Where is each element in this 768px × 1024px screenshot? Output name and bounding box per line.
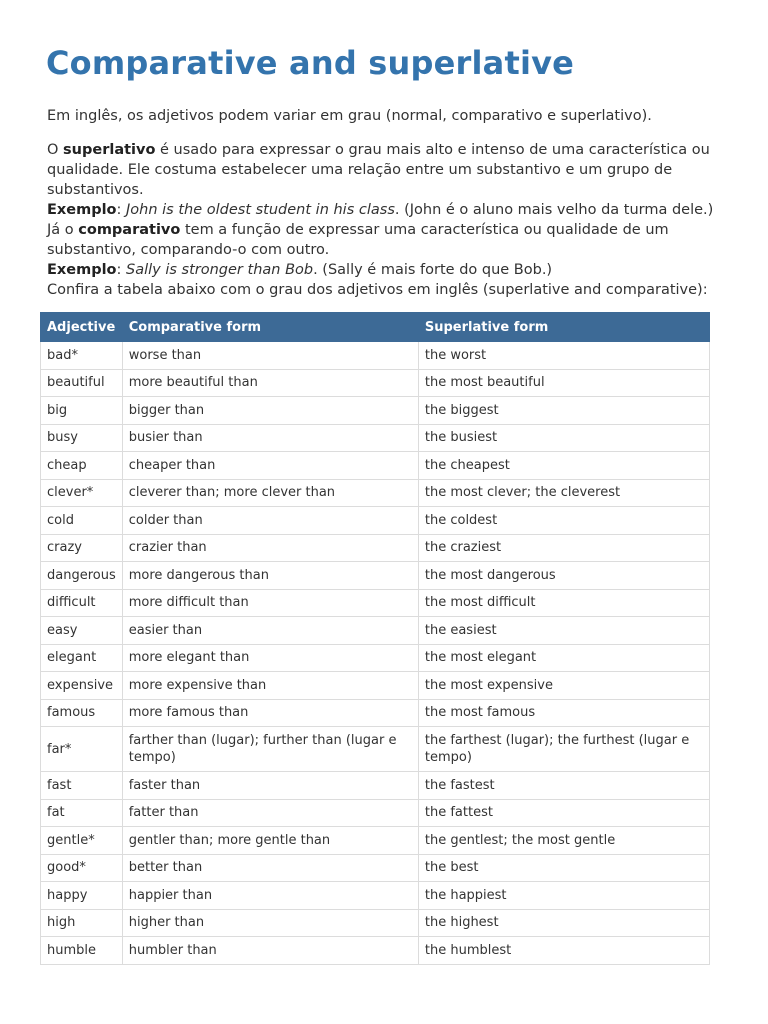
cell-superlative: the most difficult (418, 589, 709, 617)
table-row (41, 452, 710, 480)
cell-superlative: the busiest (418, 424, 709, 452)
table-row (41, 727, 710, 772)
cell-comparative: more difficult than (122, 589, 418, 617)
text-span: Já o (47, 222, 79, 238)
cell-adjective: famous (41, 699, 123, 727)
term-comparativo: comparativo (78, 222, 181, 238)
table-row (41, 342, 710, 370)
text-span: é usado para expressar o grau mais alto e intenso de uma característica ou qualidade. Ele costuma estabelecer uma relação entre um substantivo e um grupo de substantivos. (47, 142, 710, 198)
table-row (41, 854, 710, 882)
cell-superlative: the biggest (418, 397, 709, 425)
cell-adjective: humble (41, 937, 123, 965)
example-2 (47, 260, 717, 280)
example-translation: . (Sally é mais forte do que Bob.) (313, 262, 553, 278)
table-row (41, 424, 710, 452)
header-superlative: Superlative form (418, 313, 709, 342)
cell-comparative: happier than (122, 882, 418, 910)
cell-comparative: worse than (122, 342, 418, 370)
cell-superlative: the fattest (418, 799, 709, 827)
text-span: : (116, 262, 127, 278)
cell-superlative: the fastest (418, 772, 709, 800)
cell-superlative: the highest (418, 909, 709, 937)
table-row (41, 882, 710, 910)
cell-comparative: more famous than (122, 699, 418, 727)
cell-comparative: easier than (122, 617, 418, 645)
cell-superlative: the most beautiful (418, 369, 709, 397)
cell-comparative: farther than (lugar); further than (lugar e tempo) (122, 727, 418, 772)
page-title: Comparative and superlative (46, 44, 575, 82)
cell-comparative: more expensive than (122, 672, 418, 700)
cell-adjective: expensive (41, 672, 123, 700)
cell-comparative: better than (122, 854, 418, 882)
cell-superlative: the gentlest; the most gentle (418, 827, 709, 855)
cell-superlative: the most dangerous (418, 562, 709, 590)
text-span: tem a função de expressar uma característica ou qualidade de um substantivo, comparando-o com outro. (47, 222, 669, 258)
cell-comparative: busier than (122, 424, 418, 452)
cell-adjective: bad* (41, 342, 123, 370)
example-translation: . (John é o aluno mais velho da turma dele.) (394, 202, 714, 218)
cell-superlative: the easiest (418, 617, 709, 645)
cell-adjective: far* (41, 727, 123, 772)
cell-adjective: cold (41, 507, 123, 535)
cell-adjective: elegant (41, 644, 123, 672)
adjective-table (40, 312, 710, 965)
cell-comparative: cleverer than; more clever than (122, 479, 418, 507)
table-row (41, 534, 710, 562)
table-row (41, 617, 710, 645)
table-row (41, 937, 710, 965)
table-row (41, 799, 710, 827)
table-row (41, 644, 710, 672)
term-superlativo: superlativo (63, 142, 156, 158)
cell-adjective: big (41, 397, 123, 425)
cell-comparative: more elegant than (122, 644, 418, 672)
comparative-paragraph (47, 220, 717, 260)
table-row (41, 369, 710, 397)
example-1 (47, 200, 717, 220)
explanation-block (47, 140, 717, 300)
table-row (41, 909, 710, 937)
cell-adjective: fat (41, 799, 123, 827)
cell-adjective: cheap (41, 452, 123, 480)
cell-adjective: dangerous (41, 562, 123, 590)
cell-comparative: bigger than (122, 397, 418, 425)
cell-adjective: easy (41, 617, 123, 645)
cell-superlative: the happiest (418, 882, 709, 910)
intro-text: Em inglês, os adjetivos podem variar em grau (normal, comparativo e superlativo). (47, 108, 652, 124)
table-intro: Confira a tabela abaixo com o grau dos adjetivos em inglês (superlative and comparative): (47, 282, 708, 298)
cell-adjective: beautiful (41, 369, 123, 397)
cell-comparative: colder than (122, 507, 418, 535)
cell-comparative: faster than (122, 772, 418, 800)
table-row (41, 827, 710, 855)
cell-comparative: more dangerous than (122, 562, 418, 590)
header-comparative: Comparative form (122, 313, 418, 342)
table-row (41, 562, 710, 590)
cell-comparative: fatter than (122, 799, 418, 827)
header-adjective: Adjective (41, 313, 123, 342)
cell-comparative: cheaper than (122, 452, 418, 480)
example-sentence: Sally is stronger than Bob (126, 262, 314, 278)
superlative-paragraph (47, 140, 717, 200)
cell-adjective: good* (41, 854, 123, 882)
cell-superlative: the most elegant (418, 644, 709, 672)
table-row (41, 507, 710, 535)
table-row (41, 772, 710, 800)
cell-superlative: the most famous (418, 699, 709, 727)
cell-comparative: humbler than (122, 937, 418, 965)
cell-comparative: higher than (122, 909, 418, 937)
cell-adjective: fast (41, 772, 123, 800)
cell-superlative: the most expensive (418, 672, 709, 700)
table-row (41, 699, 710, 727)
cell-adjective: gentle* (41, 827, 123, 855)
cell-adjective: clever* (41, 479, 123, 507)
cell-superlative: the best (418, 854, 709, 882)
cell-superlative: the coldest (418, 507, 709, 535)
cell-comparative: more beautiful than (122, 369, 418, 397)
table-row (41, 672, 710, 700)
table-row (41, 479, 710, 507)
cell-adjective: crazy (41, 534, 123, 562)
cell-superlative: the worst (418, 342, 709, 370)
example-label: Exemplo (47, 262, 117, 278)
table-row (41, 589, 710, 617)
cell-comparative: gentler than; more gentle than (122, 827, 418, 855)
cell-adjective: high (41, 909, 123, 937)
cell-superlative: the farthest (lugar); the furthest (lugar e tempo) (418, 727, 709, 772)
example-sentence: John is the oldest student in his class (126, 202, 395, 218)
cell-superlative: the craziest (418, 534, 709, 562)
cell-adjective: difficult (41, 589, 123, 617)
text-span: O (47, 142, 64, 158)
table-row (41, 397, 710, 425)
cell-adjective: busy (41, 424, 123, 452)
cell-superlative: the cheapest (418, 452, 709, 480)
cell-superlative: the humblest (418, 937, 709, 965)
example-label: Exemplo (47, 202, 117, 218)
cell-comparative: crazier than (122, 534, 418, 562)
text-span: : (116, 202, 127, 218)
cell-adjective: happy (41, 882, 123, 910)
table-header-row (41, 313, 710, 342)
cell-superlative: the most clever; the cleverest (418, 479, 709, 507)
